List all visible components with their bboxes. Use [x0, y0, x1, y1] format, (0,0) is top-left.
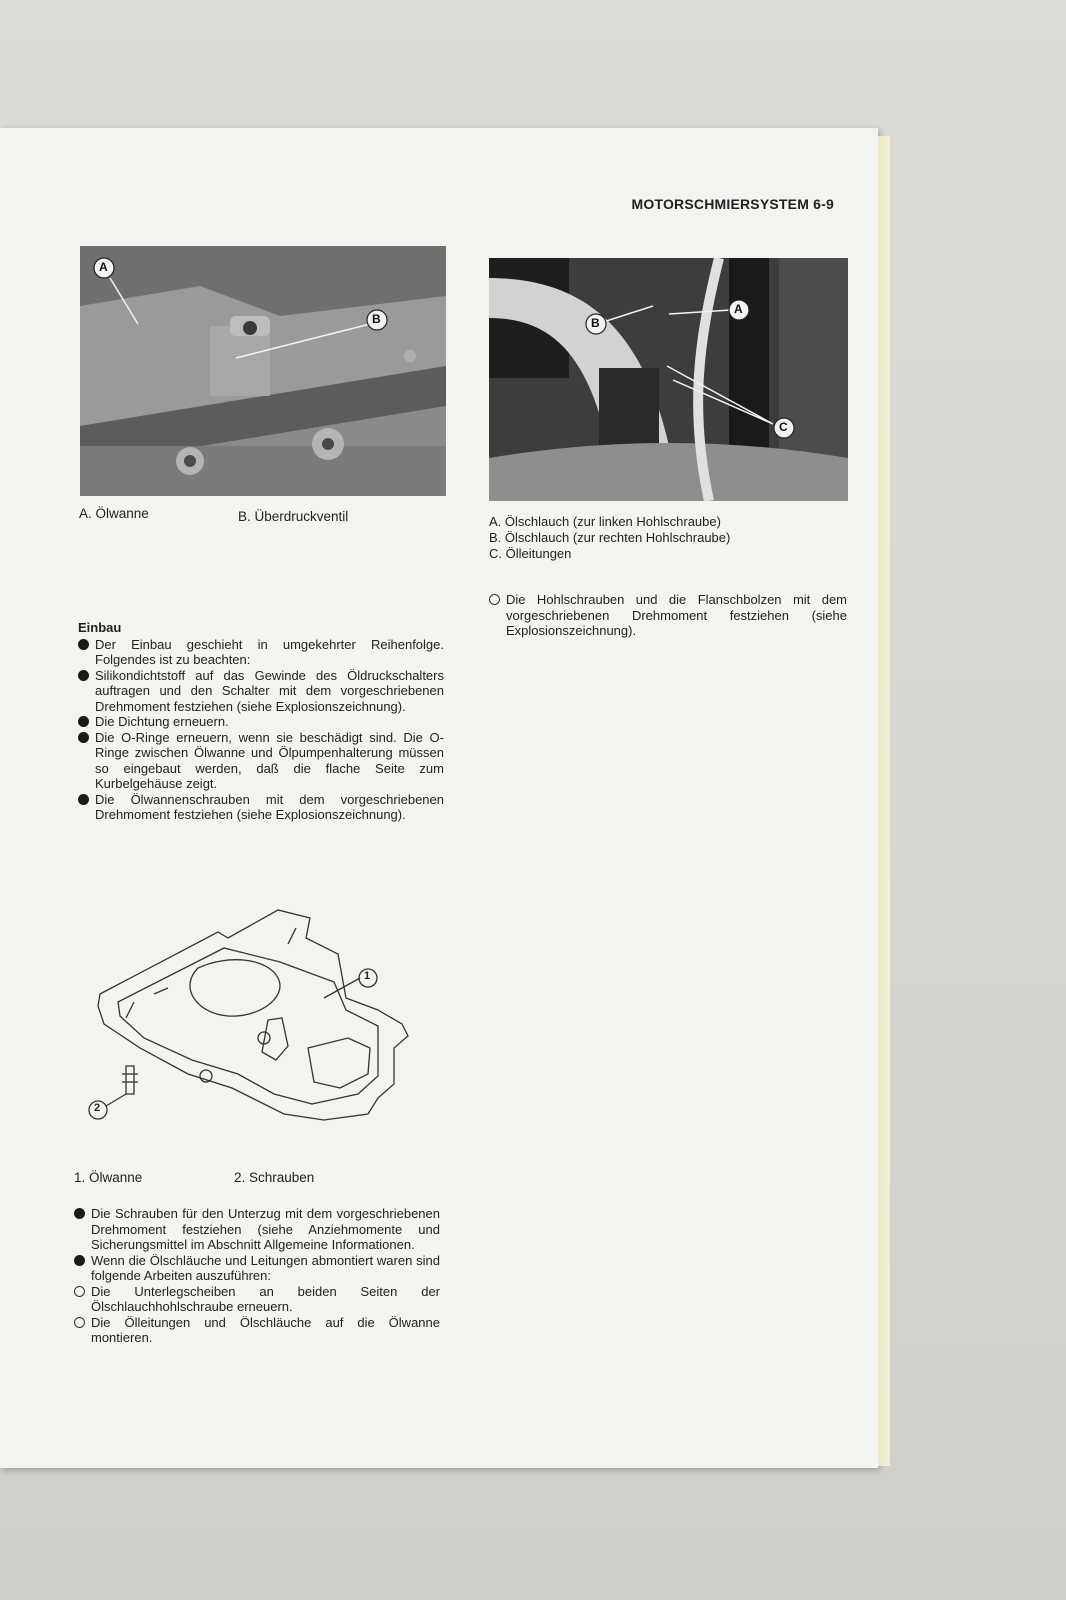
label-c: C: [779, 420, 788, 434]
label-1: 1: [364, 970, 371, 982]
list-item: [78, 714, 444, 730]
note-text: Die Hohlschrauben und die Flanschbolzen mit dem vorgeschriebenen Drehmoment festziehen (siehe Explosionszeichnung).: [506, 592, 847, 638]
list-item-text: Die Ölleitungen und Ölschläuche auf die Ölwanne montieren.: [91, 1314, 440, 1345]
label-a: A: [99, 260, 108, 274]
bullet-icon: [78, 639, 89, 650]
circle-bullet-icon: [74, 1317, 85, 1328]
list-item-text: Die Ölwannenschrauben mit dem vorgeschriebenen Drehmoment festziehen (siehe Explosionszeichnung).: [95, 791, 444, 822]
bullet-icon: [78, 716, 89, 727]
caption-a: A. Ölschlauch (zur linken Hohlschraube): [489, 514, 721, 529]
bullet-icon: [78, 670, 89, 681]
label-2: 2: [94, 1102, 101, 1114]
caption-a: A. Ölwanne: [79, 506, 149, 521]
bullet-icon: [74, 1208, 85, 1219]
caption-b: B. Überdruckventil: [238, 509, 349, 524]
list-item-text: Die Dichtung erneuern.: [95, 714, 229, 729]
page-edge: [878, 136, 890, 1466]
caption-c: C. Ölleitungen: [489, 546, 572, 561]
einbau-section: [78, 620, 444, 823]
manual-page: [0, 128, 878, 1468]
final-section: [74, 1206, 440, 1346]
right-note: [489, 592, 847, 639]
bullet-icon: [78, 794, 89, 805]
list-item: [74, 1206, 440, 1253]
label-b: B: [372, 312, 381, 326]
list-item: [78, 637, 444, 668]
page-header: MOTORSCHMIERSYSTEM 6-9: [631, 196, 834, 212]
caption-b: B. Ölschlauch (zur rechten Hohlschraube): [489, 530, 731, 545]
list-item-text: Die Schrauben für den Unterzug mit dem vorgeschriebenen Drehmoment festziehen (siehe Anziehmomente und Sicherungsmittel im Abschnitt Allgemeine Informationen.: [91, 1206, 440, 1252]
label-b: B: [591, 316, 600, 330]
circle-bullet-icon: [489, 594, 500, 605]
photo-oil-pan: [80, 246, 446, 496]
section-heading: Einbau: [78, 620, 122, 635]
bullet-icon: [74, 1255, 85, 1266]
list-item: [74, 1284, 440, 1315]
list-item: [74, 1253, 440, 1284]
list-item: [78, 730, 444, 792]
list-item-text: Silikondichtstoff auf das Gewinde des Öldruckschalters auftragen und den Schalter mit dem vorgeschriebenen Drehmoment festziehen (siehe Explosionszeichnung).: [95, 667, 444, 714]
caption-1: 1. Ölwanne: [74, 1170, 143, 1185]
list-item: [489, 592, 847, 639]
label-a: A: [734, 302, 743, 316]
list-item: [74, 1315, 440, 1346]
list-item-text: Der Einbau geschieht in umgekehrter Reihenfolge. Folgendes ist zu beachten:: [95, 636, 444, 667]
bullet-icon: [78, 732, 89, 743]
oil-pan-drawing: [78, 898, 438, 1138]
list-item: [78, 792, 444, 823]
caption-2: 2. Schrauben: [234, 1170, 315, 1185]
photo2-captions: [489, 514, 859, 562]
list-item: [78, 668, 444, 715]
photo-oil-hoses: [489, 258, 848, 501]
list-item-text: Die Unterlegscheiben an beiden Seiten der Ölschlauchhohlschraube erneuern.: [91, 1283, 440, 1314]
list-item-text: Die O-Ringe erneuern, wenn sie beschädigt sind. Die O-Ringe zwischen Ölwanne und Ölpumpenhalterung müssen so eingebaut werden, daß die flache Seite zum Kurbelgehäuse zeigt.: [95, 729, 444, 791]
list-item-text: Wenn die Ölschläuche und Leitungen abmontiert waren sind folgende Arbeiten auszuführen:: [91, 1252, 440, 1283]
circle-bullet-icon: [74, 1286, 85, 1297]
